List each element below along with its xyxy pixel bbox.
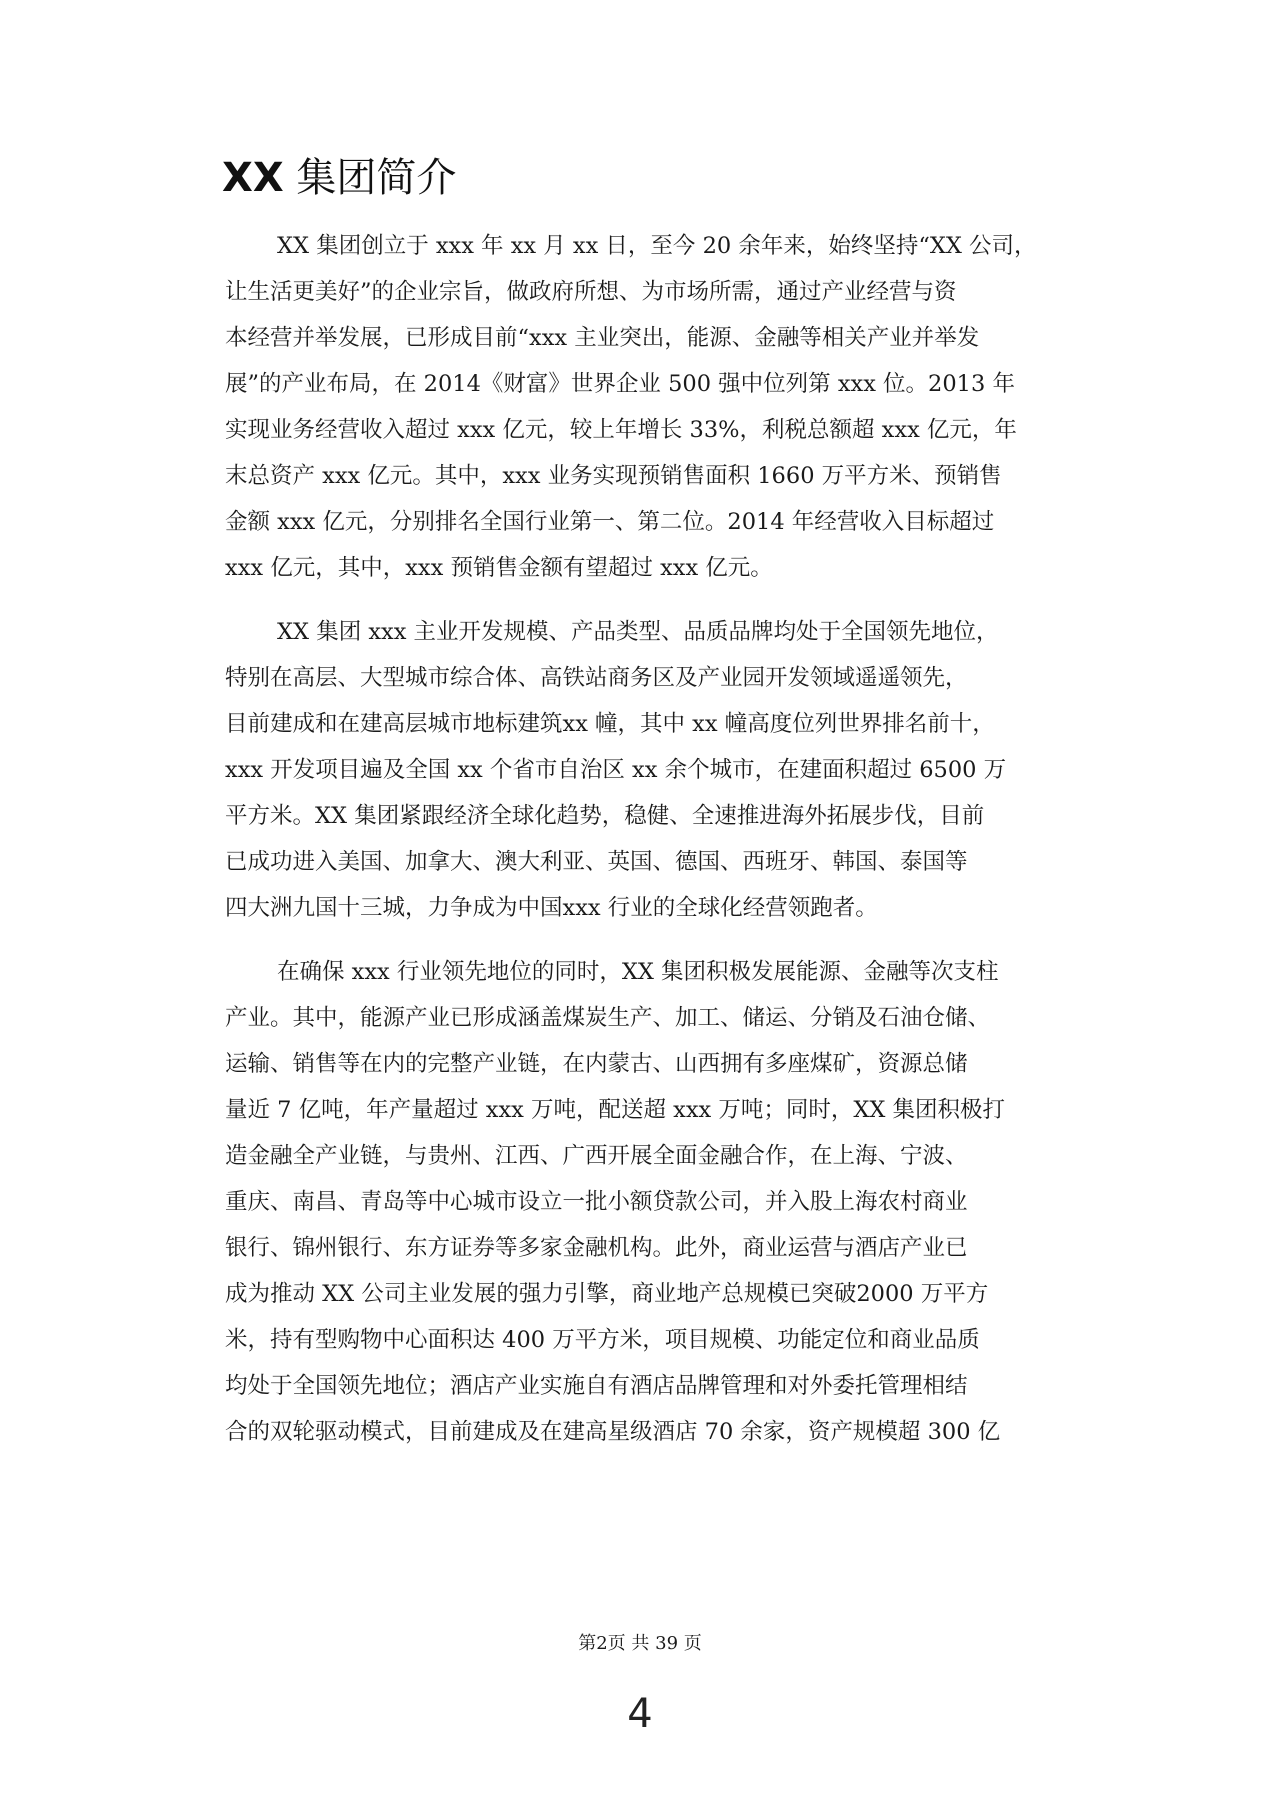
paragraph-line: 合的双轮驱动模式，目前建成及在建高星级酒店 70 余家，资产规模超 300 亿 <box>225 1419 1001 1445</box>
paragraph-line: 实现业务经营收入超过 xxx 亿元，较上年增长 33%，利税总额超 xxx 亿元，年 <box>225 417 1017 443</box>
paragraph-line: 展”的产业布局，在 2014《财富》世界企业 500 强中位列第 xxx 位。2013 年 <box>225 371 1015 397</box>
paragraph-line: 产业。其中，能源产业已形成涵盖煤炭生产、加工、储运、分销及石油仓储、 <box>225 1005 991 1031</box>
page-title <box>222 150 456 206</box>
paragraph-line: 平方米。XX 集团紧跟经济全球化趋势，稳健、全速推进海外拓展步伐，目前 <box>225 803 985 829</box>
paragraph-line: 成为推动 XX 公司主业发展的强力引擎，商业地产总规模已突破2000 万平方 <box>225 1281 989 1307</box>
paragraph-line: 让生活更美好”的企业宗旨，做政府所想、为市场所需，通过产业经营与资 <box>225 279 957 305</box>
paragraph <box>225 609 1105 931</box>
paragraph-line: 运输、销售等在内的完整产业链，在内蒙古、山西拥有多座煤矿，资源总储 <box>225 1051 968 1077</box>
paragraph-line: 米，持有型购物中心面积达 400 万平方米，项目规模、功能定位和商业品质 <box>225 1327 980 1353</box>
paragraph-line: 已成功进入美国、加拿大、澳大利亚、英国、德国、西班牙、韩国、泰国等 <box>225 849 968 875</box>
paragraph-line: xxx 亿元，其中，xxx 预销售金额有望超过 xxx 亿元。 <box>225 555 773 581</box>
paragraph-line: XX 集团创立于 xxx 年 xx 月 xx 日，至今 20 余年来，始终坚持“XX 公司， <box>277 233 1037 259</box>
paragraph-line: 银行、锦州银行、东方证券等多家金融机构。此外，商业运营与酒店产业已 <box>225 1235 968 1261</box>
paragraph-line: 在确保 xxx 行业领先地位的同时，XX 集团积极发展能源、金融等次支柱 <box>277 959 999 985</box>
page-number: 4 <box>627 1691 653 1737</box>
paragraph-line: 末总资产 xxx 亿元。其中，xxx 业务实现预销售面积 1660 万平方米、预销售 <box>225 463 1002 489</box>
paragraph-line: 特别在高层、大型城市综合体、高铁站商务区及产业园开发领域遥遥领先， <box>225 665 968 691</box>
paragraph-line: 量近 7 亿吨，年产量超过 xxx 万吨，配送超 xxx 万吨；同时，XX 集团积极打 <box>225 1097 1006 1123</box>
paragraph-line: 四大洲九国十三城，力争成为中国xxx 行业的全球化经营领跑者。 <box>225 895 878 921</box>
paragraph-line: 金额 xxx 亿元，分别排名全国行业第一、第二位。2014 年经营收入目标超过 <box>225 509 995 535</box>
page-footer: 第2页 共 39 页 <box>578 1633 702 1654</box>
paragraph <box>225 223 1105 591</box>
page-title-lead: XX <box>222 155 284 201</box>
document-body <box>225 223 1105 1455</box>
paragraph-line: xxx 开发项目遍及全国 xx 个省市自治区 xx 余个城市，在建面积超过 6500 万 <box>225 757 1007 783</box>
page-title-rest: 集团简介 <box>283 155 457 201</box>
paragraph-gap <box>225 931 1105 949</box>
paragraph-line: 目前建成和在建高层城市地标建筑xx 幢，其中 xx 幢高度位列世界排名前十， <box>225 711 995 737</box>
paragraph-line: 重庆、南昌、青岛等中心城市设立一批小额贷款公司，并入股上海农村商业 <box>225 1189 968 1215</box>
paragraph-line: 均处于全国领先地位；酒店产业实施自有酒店品牌管理和对外委托管理相结 <box>225 1373 968 1399</box>
paragraph-line: XX 集团 xxx 主业开发规模、产品类型、品质品牌均处于全国领先地位， <box>277 619 999 645</box>
paragraph-line: 本经营并举发展，已形成目前“xxx 主业突出，能源、金融等相关产业并举发 <box>225 325 980 351</box>
paragraph-gap <box>225 591 1105 609</box>
paragraph <box>225 949 1105 1455</box>
paragraph-line: 造金融全产业链，与贵州、江西、广西开展全面金融合作，在上海、宁波、 <box>225 1143 968 1169</box>
